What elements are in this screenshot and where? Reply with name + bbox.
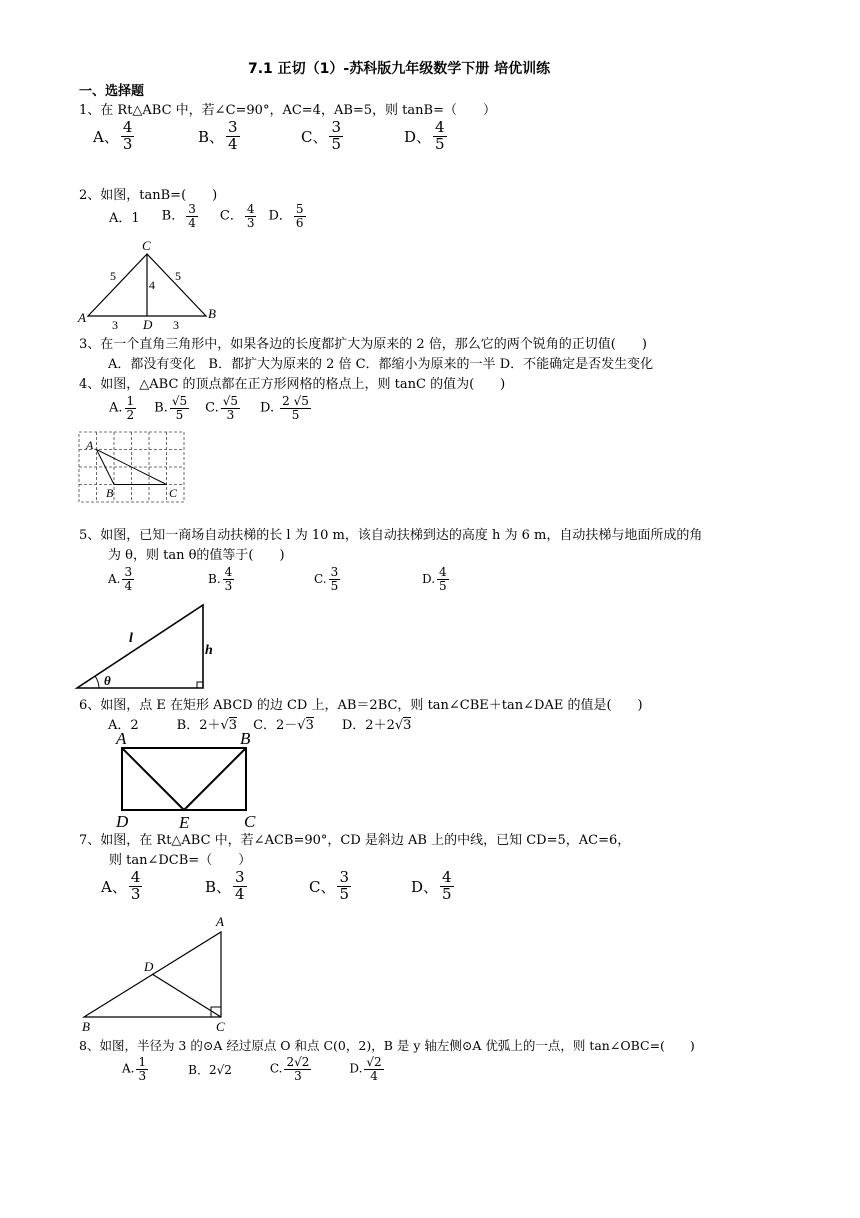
label-l: l — [129, 631, 133, 646]
label-c: C — [169, 486, 178, 500]
label-b: B — [240, 729, 251, 748]
q7-option-b[interactable] — [205, 870, 247, 903]
q2-option-c[interactable] — [220, 203, 257, 229]
label-a: A — [216, 914, 224, 929]
sqrt-icon: √ — [394, 718, 404, 733]
q4-options — [109, 395, 311, 421]
denominator: 3 — [122, 134, 133, 153]
q7-option-a[interactable] — [101, 870, 142, 903]
denominator: 3 — [226, 407, 235, 422]
radicand: 3 — [305, 718, 314, 733]
q7-option-c[interactable] — [309, 870, 351, 903]
denominator: 4 — [370, 1068, 378, 1083]
q2-triangle-figure — [74, 236, 234, 332]
option-value: 2√2 — [208, 1062, 232, 1077]
numerator: 4 — [122, 118, 133, 136]
denominator: 5 — [291, 407, 300, 422]
label-b: B — [82, 1019, 90, 1034]
option-label: D. — [260, 400, 275, 416]
ad-length: 3 — [112, 318, 118, 332]
option-label: B、 — [205, 877, 232, 896]
height-length: 4 — [149, 278, 155, 292]
label-c: C — [244, 812, 256, 830]
numerator: √2 — [366, 1055, 382, 1069]
right-angle-mark — [197, 682, 203, 688]
section-heading: 一、选择题 — [79, 84, 145, 99]
option-label: D． — [268, 208, 292, 224]
option-label: D、 — [411, 877, 439, 896]
q5-option-c[interactable] — [314, 566, 340, 592]
option-label: B. — [154, 400, 168, 416]
denominator: 3 — [294, 1068, 302, 1083]
numerator: 4 — [439, 565, 447, 579]
numerator: 2√2 — [286, 1055, 310, 1069]
denominator: 4 — [124, 578, 133, 593]
q1-option-d[interactable] — [404, 120, 447, 153]
q4-option-b[interactable] — [154, 395, 189, 421]
label-theta: θ — [104, 673, 111, 688]
numerator: √5 — [171, 394, 188, 408]
denominator: 5 — [442, 884, 452, 903]
denominator: 4 — [228, 134, 238, 153]
q6-option-a[interactable]: A．2 — [108, 718, 139, 733]
label-d: D — [143, 317, 153, 332]
label-e: E — [179, 813, 190, 830]
radicand: 3 — [403, 718, 412, 733]
option-label: D、 — [404, 127, 432, 146]
label-c: C — [142, 238, 151, 253]
q5-option-a[interactable] — [108, 566, 134, 592]
option-label: B． — [161, 208, 185, 224]
numerator: 3 — [235, 868, 245, 886]
question-1-stem: 1、在 Rt△ABC 中，若∠C=90°，AC=4，AB=5，则 tanB=（ ） — [79, 103, 496, 118]
q4-option-a[interactable] — [109, 395, 136, 421]
numerator: 3 — [330, 565, 339, 579]
numerator: 3 — [228, 118, 238, 136]
option-label: C. — [269, 1061, 283, 1076]
option-label: D. — [422, 572, 436, 587]
denominator: 5 — [331, 134, 342, 153]
label-a: A — [86, 438, 94, 452]
option-label: B．2＋ — [176, 718, 221, 733]
numerator: 3 — [188, 202, 196, 216]
q1-option-c[interactable] — [301, 120, 343, 153]
rectangle-abcd — [122, 748, 246, 810]
label-a: A — [116, 729, 127, 748]
option-label: A、 — [93, 127, 119, 146]
question-5-stem-line2: 为 θ，则 tan θ的值等于( ) — [108, 548, 285, 563]
numerator: 4 — [435, 118, 445, 136]
option-label: A. — [122, 1061, 135, 1076]
label-b: B — [208, 306, 216, 321]
denominator: 5 — [439, 578, 447, 593]
angle-arc — [95, 676, 99, 688]
numerator: 4 — [246, 202, 255, 216]
option-label: A. — [109, 400, 123, 416]
q2-options — [109, 203, 306, 229]
q5-option-d[interactable] — [422, 566, 449, 592]
q7-option-d[interactable] — [411, 870, 454, 903]
q2-option-b[interactable] — [162, 203, 198, 229]
q1-option-b[interactable] — [198, 120, 240, 153]
q6-rectangle-figure — [112, 728, 267, 830]
denominator: 3 — [130, 884, 141, 903]
sqrt-icon: √ — [297, 718, 306, 733]
denominator: 4 — [235, 884, 245, 903]
option-label: C． — [219, 208, 243, 224]
denominator: 3 — [138, 1068, 147, 1083]
segment-be — [184, 748, 246, 810]
denominator: 3 — [246, 215, 255, 230]
numerator: 1 — [126, 394, 135, 408]
q4-grid-figure — [78, 431, 188, 505]
numerator: 1 — [138, 1055, 147, 1069]
option-label: B. — [208, 572, 221, 587]
q8-option-b[interactable] — [188, 1061, 232, 1078]
q5-option-b[interactable] — [208, 566, 234, 592]
numerator: 3 — [124, 565, 133, 579]
label-b: B — [106, 486, 114, 500]
escalator-triangle — [77, 605, 203, 688]
numerator: 4 — [224, 565, 233, 579]
denominator: 5 — [175, 407, 184, 422]
label-d: D — [144, 959, 154, 974]
question-2-stem: 2、如图，tanB=( ) — [79, 188, 218, 203]
option-label: A. — [108, 572, 121, 587]
question-3-stem: 3、在一个直角三角形中，如果各边的长度都扩大为原来的 2 倍，那么它的两个锐角的正切值( ) — [79, 337, 647, 352]
label-a: A — [78, 310, 86, 325]
question-7-stem-line2: 则 tan∠DCB=（ ） — [109, 853, 252, 868]
option-label: C、 — [309, 877, 336, 896]
q8-option-d[interactable] — [349, 1056, 383, 1082]
denominator: 4 — [188, 215, 196, 230]
q8-option-c[interactable] — [270, 1056, 312, 1082]
radicand: 3 — [228, 718, 238, 733]
denominator: 3 — [224, 578, 233, 593]
option-label: C．2－ — [253, 718, 298, 733]
question-7-stem-line1: 7、如图，在 Rt△ABC 中，若∠ACB=90°，CD 是斜边 AB 上的中线，已知 CD=5，AC=6， — [79, 833, 631, 848]
q2-option-a[interactable]: A．1 — [109, 210, 140, 226]
segment-ae — [122, 748, 184, 810]
q6-option-d[interactable] — [342, 714, 412, 733]
denominator: 5 — [330, 578, 339, 593]
q3-options[interactable]: A．都没有变化 B．都扩大为原来的 2 倍 C．都缩小为原来的一半 D．不能确定是否发生变化 — [108, 357, 654, 372]
option-label: C、 — [301, 127, 328, 146]
option-label: D. — [349, 1061, 363, 1076]
question-5-stem-line1: 5、如图，已知一商场自动扶梯的长 l 为 10 m，该自动扶梯到达的高度 h 为 6 m，自动扶梯与地面所成的角 — [79, 528, 703, 543]
q2-option-d[interactable] — [268, 203, 305, 229]
question-8-stem: 8、如图，半径为 3 的⊙A 经过原点 O 和点 C(0，2)，B 是 y 轴左侧⊙A 优弧上的一点，则 tan∠OBC=( ) — [79, 1038, 695, 1053]
option-label: C. — [314, 572, 327, 587]
numerator: 3 — [339, 868, 350, 886]
q7-triangle-figure — [78, 912, 236, 1036]
question-6-stem: 6、如图，点 E 在矩形 ABCD 的边 CD 上，AB＝2BC，则 tan∠CBE＋tan∠DAE 的值是( ) — [79, 698, 643, 713]
q4-option-c[interactable] — [205, 395, 240, 421]
denominator: 5 — [435, 134, 445, 153]
q1-option-a[interactable] — [93, 120, 134, 153]
numerator: 2 √5 — [282, 394, 309, 408]
sqrt-icon: √ — [220, 718, 229, 733]
side-ac-length: 5 — [110, 269, 116, 283]
numerator: √5 — [222, 394, 239, 408]
option-label: A、 — [101, 877, 127, 896]
option-label: C. — [205, 400, 219, 416]
option-label: B． — [188, 1062, 209, 1077]
option-label: D．2＋2 — [341, 718, 395, 733]
q5-escalator-figure — [74, 600, 214, 692]
q8-option-a[interactable] — [122, 1056, 148, 1082]
q8-options — [122, 1056, 384, 1082]
numerator: 4 — [130, 868, 141, 886]
page-title: 7.1 正切（1）-苏科版九年级数学下册 培优训练 — [248, 61, 551, 77]
numerator: 3 — [331, 118, 342, 136]
option-label: B、 — [198, 127, 225, 146]
side-bc-length: 5 — [175, 269, 181, 283]
label-d: D — [116, 812, 129, 830]
question-4-stem: 4、如图，△ABC 的顶点都在正方形网格的格点上，则 tanC 的值为( ) — [79, 377, 506, 392]
db-length: 3 — [173, 318, 179, 332]
denominator: 6 — [295, 215, 304, 230]
denominator: 5 — [339, 884, 350, 903]
numerator: 4 — [442, 868, 452, 886]
denominator: 2 — [126, 407, 135, 422]
numerator: 5 — [295, 202, 304, 216]
label-c: C — [216, 1019, 225, 1034]
q4-option-d[interactable] — [260, 395, 311, 421]
label-h: h — [205, 643, 213, 658]
